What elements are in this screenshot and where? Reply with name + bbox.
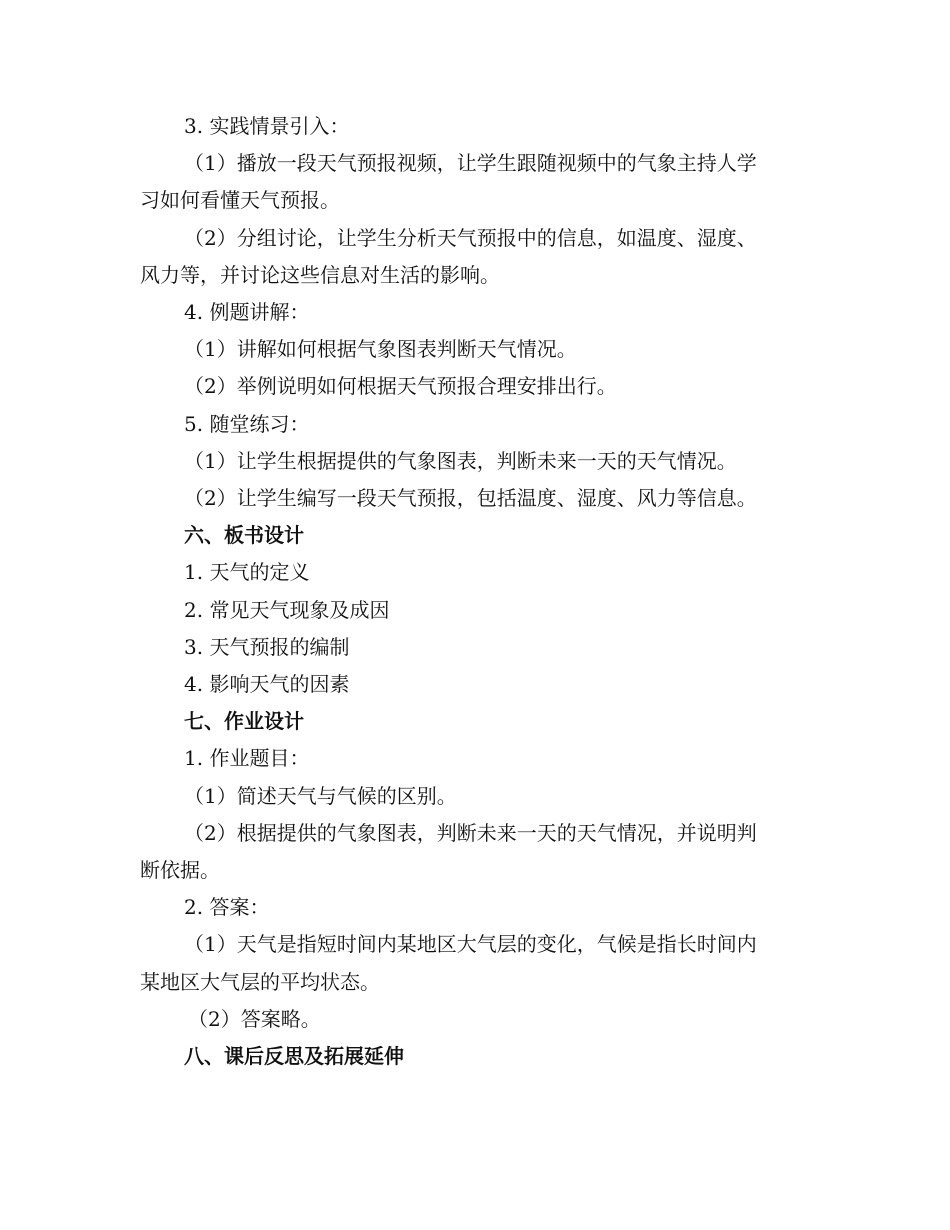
section-heading-homework-design: 七、作业设计 xyxy=(184,709,304,734)
list-item: 2. 常见天气现象及成因 xyxy=(184,597,390,622)
item-2-heading: 2. 答案： xyxy=(184,895,270,920)
item-4-heading: 4. 例题讲解： xyxy=(184,300,310,325)
paragraph-line: 习如何看懂天气预报。 xyxy=(140,188,340,213)
paragraph-line: 某地区大气层的平均状态。 xyxy=(140,969,380,994)
paragraph-line: 断依据。 xyxy=(140,858,220,883)
item-1-heading: 1. 作业题目： xyxy=(184,746,310,771)
section-heading-reflection: 八、课后反思及拓展延伸 xyxy=(184,1044,404,1069)
paragraph-line: （1）讲解如何根据气象图表判断天气情况。 xyxy=(184,337,577,362)
list-item: 4. 影响天气的因素 xyxy=(184,672,350,697)
paragraph-line: （2）让学生编写一段天气预报，包括温度、湿度、风力等信息。 xyxy=(184,486,757,511)
paragraph-line: 风力等，并讨论这些信息对生活的影响。 xyxy=(140,262,500,287)
item-3-heading: 3. 实践情景引入： xyxy=(184,114,350,138)
document-page xyxy=(140,108,808,1075)
section-heading-board-design: 六、板书设计 xyxy=(184,523,304,548)
paragraph-line: （2）答案略。 xyxy=(188,1006,321,1031)
item-5-heading: 5. 随堂练习： xyxy=(184,411,310,436)
paragraph-line: （1）天气是指短时间内某地区大气层的变化，气候是指长时间内 xyxy=(184,932,757,957)
paragraph-line: （2）分组讨论，让学生分析天气预报中的信息，如温度、湿度、 xyxy=(184,225,757,250)
list-item: 1. 天气的定义 xyxy=(184,560,310,585)
paragraph-line: （2）举例说明如何根据天气预报合理安排出行。 xyxy=(184,374,617,399)
paragraph-line: （1）让学生根据提供的气象图表，判断未来一天的天气情况。 xyxy=(184,448,737,473)
paragraph-line: （1）简述天气与气候的区别。 xyxy=(184,783,457,808)
list-item: 3. 天气预报的编制 xyxy=(184,634,350,659)
paragraph-line: （1）播放一段天气预报视频，让学生跟随视频中的气象主持人学 xyxy=(184,151,757,176)
paragraph-line: （2）根据提供的气象图表，判断未来一天的天气情况，并说明判 xyxy=(184,820,757,845)
